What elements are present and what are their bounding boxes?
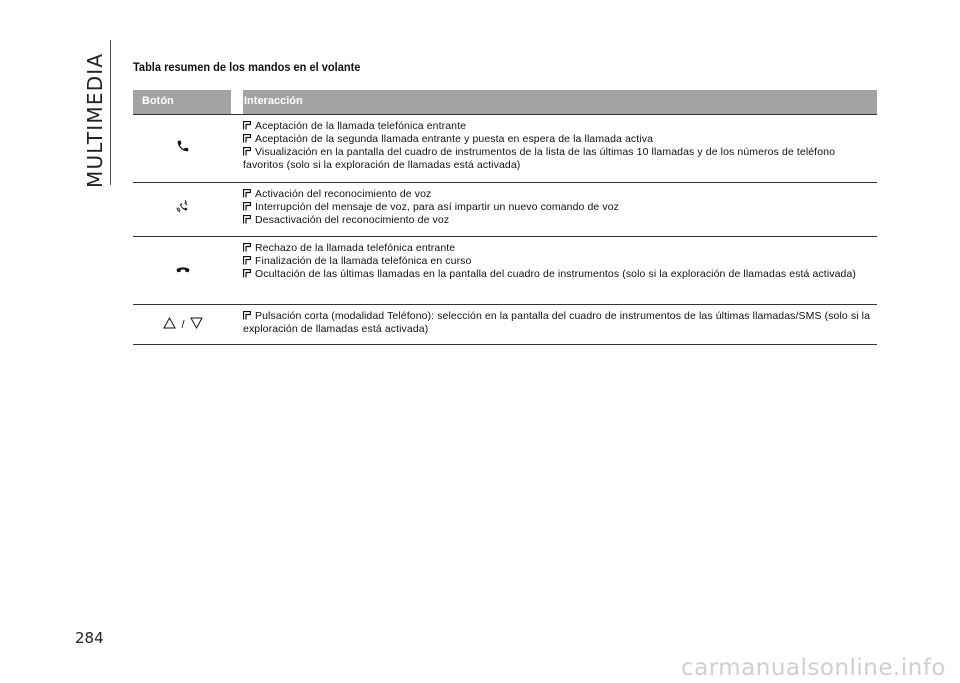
section-divider — [110, 40, 111, 185]
list-item: Aceptación de la segunda llamada entrante y puesta en espera de la llamada activa — [243, 133, 877, 146]
column-header-interaction: Interacción — [244, 95, 303, 107]
watermark: carmanualsonline.info — [680, 655, 946, 681]
bullet-icon — [243, 134, 251, 143]
interaction-cell — [243, 237, 877, 287]
table-row — [133, 183, 877, 237]
column-header-button: Botón — [142, 95, 174, 107]
table-row — [133, 305, 877, 345]
bullet-icon — [243, 147, 251, 156]
bullet-icon — [243, 215, 251, 224]
up-arrow-icon — [163, 316, 176, 334]
interaction-cell — [243, 183, 877, 233]
list-item: Rechazo de la llamada telefónica entrante — [243, 242, 877, 255]
bullet-icon — [243, 243, 251, 252]
bullet-icon — [243, 121, 251, 130]
list-item: Ocultación de las últimas llamadas en la pantalla del cuadro de instrumentos (solo si la exploración de llamadas está activada) — [243, 268, 877, 281]
bullet-icon — [243, 269, 251, 278]
phone-hangup-icon — [175, 262, 191, 280]
interaction-cell — [243, 305, 877, 342]
list-item: Aceptación de la llamada telefónica entrante — [243, 120, 877, 133]
list-item: Visualización en la pantalla del cuadro de instrumentos de la lista de las últimas 10 llamadas y de los números de teléfono favoritos (solo si la exploración de llamadas está activada) — [243, 146, 836, 171]
separator-slash: / — [181, 318, 185, 331]
button-cell — [133, 305, 233, 344]
list-item: Pulsación corta (modalidad Teléfono): selección en la pantalla del cuadro de instrumentos de las últimas llamadas/SMS (solo si la exploración de llamadas está activada) — [243, 310, 871, 335]
list-item: Desactivación del reconocimiento de voz — [243, 214, 877, 227]
bullet-icon — [243, 256, 251, 265]
voice-command-icon — [175, 199, 191, 220]
table-title: Tabla resumen de los mandos en el volante — [133, 60, 361, 74]
table-row — [133, 237, 877, 305]
bullet-icon — [243, 202, 251, 211]
list-item: Finalización de la llamada telefónica en curso — [243, 255, 877, 268]
page-number: 284 — [75, 629, 104, 647]
button-cell — [133, 183, 233, 236]
phone-answer-icon — [176, 139, 190, 158]
table-row — [133, 115, 877, 183]
interaction-cell — [243, 115, 877, 178]
section-label: MULTIMEDIA — [83, 52, 107, 188]
bullet-icon — [243, 189, 251, 198]
table-header — [133, 90, 877, 115]
bullet-icon — [243, 311, 251, 320]
controls-table — [133, 90, 877, 345]
list-item: Interrupción del mensaje de voz, para así impartir un nuevo comando de voz — [243, 201, 877, 214]
list-item: Activación del reconocimiento de voz — [243, 188, 877, 201]
button-cell — [133, 237, 233, 304]
down-arrow-icon — [190, 316, 203, 334]
button-cell — [133, 115, 233, 182]
